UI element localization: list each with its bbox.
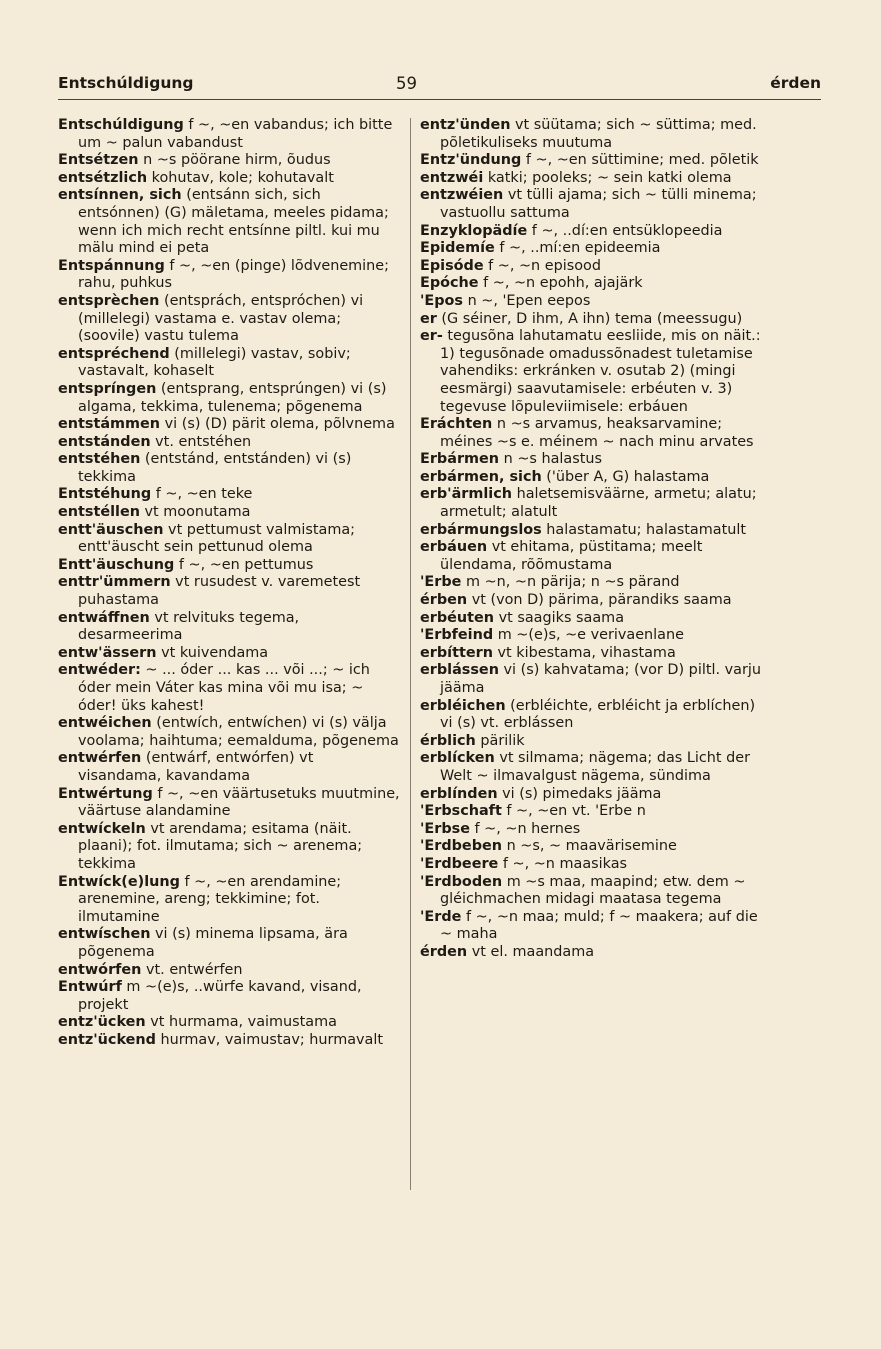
dictionary-entry — [58, 962, 400, 980]
entry-definition: vi (s) minema lipsama, ära põgenema — [78, 926, 348, 960]
dictionary-entry — [420, 240, 762, 258]
entry-headword: 'Erbfeind — [420, 627, 494, 644]
entry-definition: n ~s arvamus, heaksarvamine; méines ~s e. méinem ~ nach minu arvates — [440, 416, 754, 450]
entry-definition: vt silmama; nägema; das Licht der Welt ~ ilmavalgust nägema, sündima — [440, 750, 751, 784]
entry-definition: vi (s) (D) pärit olema, põlvnema — [160, 416, 395, 433]
entry-headword: Episóde — [420, 257, 484, 274]
dictionary-entry — [420, 187, 762, 222]
entry-definition: (erbléichte, erbléicht ja erblíchen) vi (s) vt. erblássen — [440, 697, 756, 732]
entry-headword: entstéhen — [58, 451, 141, 468]
right-column — [420, 117, 762, 962]
entry-definition: vt ehitama, püstitama; meelt ülendama, rõõmustama — [440, 539, 703, 573]
dictionary-entry — [58, 170, 400, 188]
dictionary-entry — [58, 346, 400, 381]
dictionary-entry — [420, 522, 762, 540]
dictionary-entry — [58, 979, 400, 1014]
entry-headword: entstámmen — [58, 416, 161, 433]
entry-headword: 'Epos — [420, 292, 463, 309]
dictionary-entry — [58, 381, 400, 416]
entry-definition: n ~s halastus — [499, 451, 602, 468]
dictionary-entry — [420, 574, 762, 592]
entry-definition: vt kibestama, vihastama — [492, 644, 676, 661]
entry-headword: entwórfen — [58, 961, 142, 978]
entry-headword: erbáuen — [420, 539, 488, 556]
dictionary-entry — [420, 469, 762, 487]
entry-definition: tegusõna lahutamatu eesliide, mis on näit.: 1) tegusõnade omadussõnadest tuletamise vahendiks: erkránken v. osutab 2) (mingi eesmärgi) saavutamisele: erbéuten v. 3) tegevuse lõpuleviimisele: erbáuen — [440, 328, 761, 415]
entry-definition: m ~n, ~n pärija; n ~s pärand — [461, 574, 680, 591]
dictionary-entry — [420, 750, 762, 785]
dictionary-entry — [58, 434, 400, 452]
entry-definition: vt. entstéhen — [150, 433, 252, 450]
dictionary-entry — [58, 645, 400, 663]
entry-headword: erbléichen — [420, 697, 506, 714]
entry-definition: vt el. maandama — [467, 943, 595, 960]
dictionary-entry — [420, 486, 762, 521]
dictionary-entry — [420, 698, 762, 733]
entry-definition: m ~(e)s, ~e verivaenlane — [493, 627, 684, 644]
entry-definition: vt. entwérfen — [141, 961, 243, 978]
dictionary-entry — [420, 803, 762, 821]
entry-definition: (entstánd, entstánden) vi (s) tekkima — [78, 451, 352, 485]
dictionary-entry — [420, 786, 762, 804]
entry-definition: vt saagiks saama — [494, 609, 625, 626]
entry-headword: 'Erbschaft — [420, 803, 502, 820]
dictionary-entry — [420, 645, 762, 663]
dictionary-entry — [58, 926, 400, 961]
dictionary-entry — [58, 486, 400, 504]
dictionary-entry — [58, 750, 400, 785]
entry-headword: erb'ärmlich — [420, 486, 513, 503]
header-right-guide-word: érden — [770, 74, 821, 92]
entry-headword: Entsétzen — [58, 152, 139, 169]
entry-headword: entspríngen — [58, 380, 157, 397]
dictionary-entry — [420, 170, 762, 188]
entry-headword: er — [420, 310, 437, 327]
dictionary-entry — [58, 715, 400, 750]
entry-definition: f ~, ..dí:en entsüklopeedia — [527, 222, 723, 239]
dictionary-entry — [58, 662, 400, 715]
dictionary-entry — [420, 416, 762, 451]
dictionary-entry — [420, 821, 762, 839]
entry-headword: Eráchten — [420, 416, 493, 433]
entry-definition: n ~, 'Epen eepos — [463, 292, 591, 309]
dictionary-entry — [420, 258, 762, 276]
entry-headword: entwéder: — [58, 662, 141, 679]
entry-definition: vt arendama; esitama (näit. plaani); fot. ilmutama; sich ~ arenema; tekkima — [78, 820, 363, 872]
dictionary-entry — [58, 187, 400, 257]
dictionary-entry — [58, 874, 400, 927]
entry-headword: 'Erdbeben — [420, 838, 503, 855]
dictionary-entry — [420, 328, 762, 416]
entry-headword: 'Erbe — [420, 574, 462, 591]
header-rule — [58, 99, 821, 100]
dictionary-entry — [420, 539, 762, 574]
entry-definition: f ~, ~en süttimine; med. põletik — [521, 152, 759, 169]
entry-headword: Entwíck(e)lung — [58, 873, 180, 890]
column-divider — [410, 118, 411, 1190]
dictionary-entry — [420, 117, 762, 152]
entry-headword: Entz'ündung — [420, 152, 522, 169]
entry-definition: (G séiner, D ihm, A ihn) tema (meessugu) — [436, 310, 743, 327]
dictionary-entry — [58, 117, 400, 152]
entry-headword: 'Erdbeere — [420, 855, 499, 872]
entry-headword: entwéichen — [58, 715, 152, 732]
entry-headword: entwíschen — [58, 926, 151, 943]
dictionary-entry — [58, 152, 400, 170]
entry-definition: (entsprách, entspróchen) vi (millelegi) vastama e. vastav olema; (soovile) vastu tulema — [78, 292, 364, 345]
entry-headword: Epidemíe — [420, 240, 495, 257]
entry-headword: erbíttern — [420, 644, 493, 661]
dictionary-entry — [58, 610, 400, 645]
entry-headword: entw'ässern — [58, 644, 157, 661]
entry-headword: er- — [420, 328, 443, 345]
dictionary-entry — [58, 451, 400, 486]
entry-definition: (millelegi) vastav, sobiv; vastavalt, kohaselt — [78, 345, 351, 380]
entry-definition: vt rusudest v. varemetest puhastama — [78, 574, 361, 609]
entry-definition: vi (s) kahvatama; (vor D) piltl. varju jääma — [440, 662, 761, 696]
entry-definition: pärilik — [475, 732, 525, 749]
dictionary-entry — [58, 1032, 400, 1050]
dictionary-entry — [58, 258, 400, 293]
entry-definition: n ~s, ~ maavärisemine — [502, 838, 677, 855]
dictionary-entry — [420, 944, 762, 962]
entry-headword: Entwúrf — [58, 979, 122, 996]
dictionary-entry — [58, 1014, 400, 1032]
page-header — [58, 74, 821, 98]
dictionary-entry — [420, 627, 762, 645]
entry-definition: haletsemisväärne, armetu; alatu; armetult; alatult — [440, 486, 757, 521]
dictionary-entry — [420, 856, 762, 874]
entry-headword: enttr'ümmern — [58, 574, 171, 591]
entry-definition: f ~, ~en väärtusetuks muutmine, väärtuse alandamine — [78, 785, 400, 820]
entry-definition: m ~s maa, maapind; etw. dem ~ gléichmachen midagi maatasa tegema — [440, 873, 746, 908]
dictionary-entry — [58, 557, 400, 575]
entry-definition: n ~s pöörane hirm, õudus — [138, 152, 331, 169]
dictionary-entry — [420, 838, 762, 856]
entry-headword: entwáffnen — [58, 609, 150, 626]
dictionary-entry — [58, 504, 400, 522]
entry-definition: f ~, ..mí:en epideemia — [494, 240, 661, 257]
entry-definition: katki; pooleks; ~ sein katki olema — [483, 169, 732, 186]
entry-definition: f ~, ~en vt. 'Erbe n — [501, 803, 646, 820]
dictionary-entry — [420, 733, 762, 751]
entry-headword: entspréchend — [58, 345, 170, 362]
dictionary-entry — [58, 293, 400, 346]
entry-headword: Entspánnung — [58, 257, 165, 274]
dictionary-entry — [58, 786, 400, 821]
entry-headword: 'Erde — [420, 908, 462, 925]
entry-definition: kohutav, kole; kohutavalt — [147, 169, 334, 186]
entry-headword: entwíckeln — [58, 820, 146, 837]
entry-headword: 'Erbse — [420, 820, 470, 837]
entry-definition: f ~, ~n episood — [483, 257, 601, 274]
entry-definition: f ~, ~en vabandus; ich bitte um ~ palun vabandust — [78, 117, 393, 151]
dictionary-entry — [420, 909, 762, 944]
entry-definition: ~ ... óder ... kas ... või ...; ~ ich óder mein Váter kas mina või mu isa; ~ óder! üks kahest! — [78, 662, 370, 714]
entry-definition: vt kuivendama — [156, 644, 269, 661]
dictionary-entry — [420, 293, 762, 311]
header-left-guide-word: Entschúldigung — [58, 74, 194, 92]
entry-definition: f ~, ~n maasikas — [498, 855, 628, 872]
entry-definition: vt moonutama — [139, 504, 251, 521]
dictionary-entry — [420, 311, 762, 329]
left-column — [58, 117, 400, 1049]
entry-headword: Entschúldigung — [58, 117, 184, 133]
entry-definition: vi (s) pimedaks jääma — [497, 785, 662, 802]
entry-definition: f ~, ~en pettumus — [174, 556, 314, 573]
dictionary-entry — [420, 223, 762, 241]
entry-headword: érben — [420, 592, 468, 609]
entry-definition: vt hurmama, vaimustama — [145, 1014, 337, 1031]
dictionary-entry — [58, 416, 400, 434]
entry-definition: f ~, ~n maa; muld; f ~ maakera; auf die ~ maha — [440, 908, 758, 943]
entry-definition: (entsánn sich, sich entsónnen) (G) mäletama, meeles pidama; wenn ich mich recht entsínne piltl. kui mu mälu mind ei peta — [78, 187, 389, 257]
entry-headword: entz'ücken — [58, 1014, 146, 1031]
entry-headword: entstéllen — [58, 504, 140, 521]
entry-headword: entstánden — [58, 433, 151, 450]
entry-headword: entsétzlich — [58, 169, 148, 186]
entry-headword: Erbármen — [420, 451, 500, 468]
entry-headword: érden — [420, 943, 468, 960]
dictionary-entry — [420, 662, 762, 697]
entry-headword: entz'ückend — [58, 1031, 156, 1048]
dictionary-entry — [420, 152, 762, 170]
dictionary-entry — [58, 522, 400, 557]
entry-definition: vt relvituks tegema, desarmeerima — [78, 609, 300, 644]
entry-headword: entwérfen — [58, 750, 142, 767]
entry-headword: Enzyklopädíe — [420, 222, 528, 239]
dictionary-entry — [420, 592, 762, 610]
dictionary-entry — [58, 574, 400, 609]
entry-definition: f ~, ~en teke — [151, 486, 253, 503]
entry-definition: hurmav, vaimustav; hurmavalt — [155, 1031, 384, 1048]
entry-headword: entsínnen, sich — [58, 187, 182, 204]
entry-headword: Entwértung — [58, 785, 153, 802]
dictionary-entry — [420, 874, 762, 909]
entry-definition: halastamatu; halastamatult — [541, 521, 746, 538]
entry-headword: 'Erdboden — [420, 873, 503, 890]
entry-headword: entz'ünden — [420, 117, 511, 133]
entry-definition: ('über A, G) halastama — [541, 468, 710, 485]
entry-headword: Epóche — [420, 275, 479, 292]
entry-definition: f ~, ~n hernes — [469, 820, 581, 837]
entry-headword: erblássen — [420, 662, 499, 679]
entry-headword: entzwéien — [420, 187, 504, 204]
page-number: 59 — [396, 74, 417, 93]
entry-headword: entsprѐchen — [58, 292, 160, 309]
entry-definition: vt pettumust valmistama; entt'äuscht sein pettunud olema — [78, 521, 356, 556]
entry-definition: m ~(e)s, ..würfe kavand, visand, projekt — [78, 979, 362, 1013]
entry-headword: entzwéi — [420, 169, 484, 186]
dictionary-entry — [58, 821, 400, 874]
entry-headword: erbármungslos — [420, 521, 542, 538]
entry-headword: entt'äuschen — [58, 521, 164, 538]
entry-definition: vt (von D) pärima, pärandiks saama — [467, 592, 732, 609]
dictionary-entry — [420, 275, 762, 293]
entry-headword: érblich — [420, 732, 476, 749]
entry-definition: vt tülli ajama; sich ~ tülli minema; vastuollu sattuma — [440, 187, 757, 221]
entry-definition: f ~, ~en (pinge) lõdvenemine; rahu, puhkus — [78, 257, 390, 292]
entry-definition: f ~, ~n epohh, ajajärk — [478, 275, 643, 292]
entry-definition: (entwárf, entwórfen) vt visandama, kavandama — [78, 750, 314, 784]
entry-headword: Entstéhung — [58, 486, 152, 503]
dictionary-entry — [420, 610, 762, 628]
entry-definition: (entwích, entwíchen) vi (s) välja voolama; haihtuma; eemalduma, põgenema — [78, 715, 399, 749]
entry-definition: (entsprang, entsprúngen) vi (s) algama, tekkima, tulenema; põgenema — [78, 380, 387, 415]
entry-headword: erblínden — [420, 785, 498, 802]
entry-headword: erblícken — [420, 750, 495, 767]
dictionary-entry — [420, 451, 762, 469]
entry-definition: f ~, ~en arendamine; arenemine, areng; tekkimine; fot. ilmutamine — [78, 873, 342, 925]
entry-headword: erbármen, sich — [420, 468, 542, 485]
entry-definition: vt süütama; sich ~ süttima; med. põletikuliseks muutuma — [440, 117, 757, 151]
entry-headword: erbéuten — [420, 609, 495, 626]
entry-headword: Entt'äuschung — [58, 556, 175, 573]
